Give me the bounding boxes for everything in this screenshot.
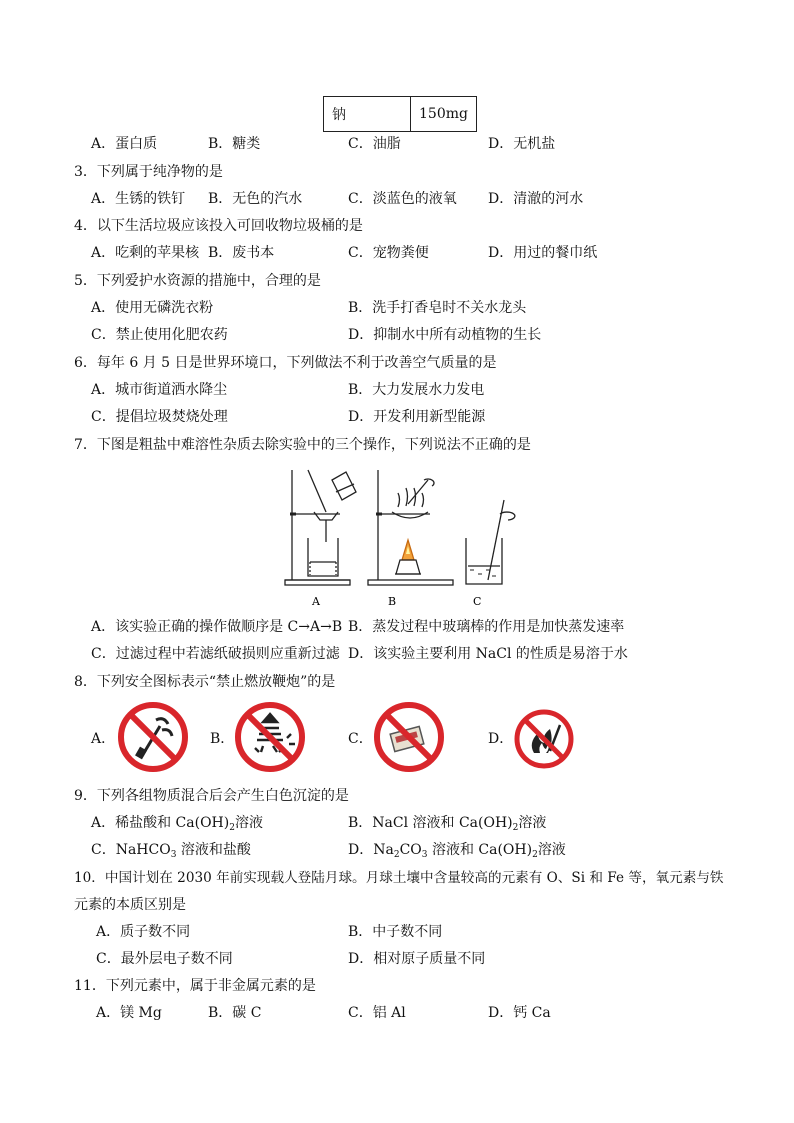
nutrient-name: 钠 <box>324 97 411 132</box>
no-smoking-sign-icon <box>116 700 190 774</box>
q5-option-b: B．洗手打香皂时不关水龙头 <box>348 300 527 316</box>
q4-option-b: B．废书本 <box>208 245 275 261</box>
q9-option-c: C．NaHCO$_3$ 溶液和盐酸 <box>91 842 251 860</box>
q3-option-c: C．淡蓝色的液氧 <box>348 191 457 207</box>
q9-option-b: B．NaCl 溶液和 $Ca(OH)_2$溶液 <box>348 815 547 833</box>
q4-option-c: C．宠物粪便 <box>348 245 429 261</box>
no-matches-sign-icon <box>372 700 446 774</box>
fig-label-c: C <box>473 595 482 608</box>
q11-option-d: D．钙 Ca <box>488 1005 551 1021</box>
q7-option-c: C．过滤过程中若滤纸破损则应重新过滤 <box>91 646 340 662</box>
filtration-setup <box>285 470 356 585</box>
q11-option-c: C．铝 Al <box>348 1005 406 1021</box>
nutrient-amount: 150mg <box>411 97 477 132</box>
q2-option-a: A．蛋白质 <box>91 136 158 152</box>
q10-stem-line2: 元素的本质区别是 <box>74 897 186 913</box>
q6-option-c: C．提倡垃圾焚烧处理 <box>91 409 228 425</box>
q8-option-c-label: C． <box>348 731 373 747</box>
q8-stem: 8．下列安全图标表示“禁止燃放鞭炮”的是 <box>74 674 336 690</box>
q5-option-a: A．使用无磷洗衣粉 <box>91 300 214 316</box>
q11-stem: 11．下列元素中，属于非金属元素的是 <box>74 978 316 994</box>
q9-option-a: A．稀盐酸和 $Ca(OH)_2$溶液 <box>91 815 263 833</box>
q10-option-d: D．相对原子质量不同 <box>348 951 486 967</box>
q3-option-d: D．清澈的河水 <box>488 191 584 207</box>
q7-option-b: B．蒸发过程中玻璃棒的作用是加快蒸发速率 <box>348 619 625 635</box>
q7-option-a: A．该实验正确的操作做顺序是 C→A→B <box>91 619 343 635</box>
q2-option-b: B．糖类 <box>208 136 261 152</box>
q8-option-d-label: D． <box>488 731 514 747</box>
q2-option-d: D．无机盐 <box>488 136 556 152</box>
q5-option-d: D．抑制水中所有动植物的生长 <box>348 327 542 343</box>
q11-option-b: B．碳 C <box>208 1005 262 1021</box>
fig-label-b: B <box>388 595 397 608</box>
q3-option-b: B．无色的汽水 <box>208 191 303 207</box>
q4-option-a: A．吃剩的苹果核 <box>91 245 200 261</box>
q8-option-a-label: A． <box>91 731 116 747</box>
q6-option-b: B．大力发展水力发电 <box>348 382 485 398</box>
no-open-flame-sign-icon <box>512 707 576 771</box>
nutrition-table <box>323 96 477 132</box>
q3-option-a: A．生锈的铁钉 <box>91 191 186 207</box>
fig-label-a: A <box>312 595 320 608</box>
q3-stem: 3．下列属于纯净物的是 <box>74 164 223 180</box>
q10-option-b: B．中子数不同 <box>348 924 443 940</box>
q2-option-c: C．油脂 <box>348 136 401 152</box>
q10-option-a: A．质子数不同 <box>96 924 191 940</box>
no-firecrackers-sign-icon <box>233 700 307 774</box>
q7-option-d: D．该实验主要利用 NaCl 的性质是易溶于水 <box>348 646 628 662</box>
q6-stem: 6．每年 6 月 5 日是世界环境口，下列做法不利于改善空气质量的是 <box>74 355 497 371</box>
q10-option-c: C．最外层电子数不同 <box>96 951 233 967</box>
q5-option-c: C．禁止使用化肥农药 <box>91 327 228 343</box>
q4-stem: 4．以下生活垃圾应该投入可回收物垃圾桶的是 <box>74 218 363 234</box>
q6-option-a: A．城市街道洒水降尘 <box>91 382 228 398</box>
dissolving-setup <box>466 500 515 584</box>
q7-stem: 7．下图是粗盐中难溶性杂质去除实验中的三个操作，下列说法不正确的是 <box>74 437 531 453</box>
q8-option-b-label: B． <box>210 731 235 747</box>
q10-stem-line1: 10．中国计划在 2030 年前实现载人登陆月球。月球土壤中含量较高的元素有 O、Si 和 Fe 等，氧元素与铁 <box>74 870 724 886</box>
q11-option-a: A．镁 Mg <box>96 1005 162 1021</box>
q9-stem: 9．下列各组物质混合后会产生白色沉淀的是 <box>74 788 349 804</box>
lab-apparatus-figure <box>280 462 520 612</box>
q4-option-d: D．用过的餐巾纸 <box>488 245 598 261</box>
evaporation-setup <box>368 470 453 585</box>
q5-stem: 5．下列爱护水资源的措施中，合理的是 <box>74 273 321 289</box>
q6-option-d: D．开发利用新型能源 <box>348 409 486 425</box>
q9-option-d: D．$Na_2CO_3$ 溶液和 $Ca(OH)_2$溶液 <box>348 842 566 860</box>
